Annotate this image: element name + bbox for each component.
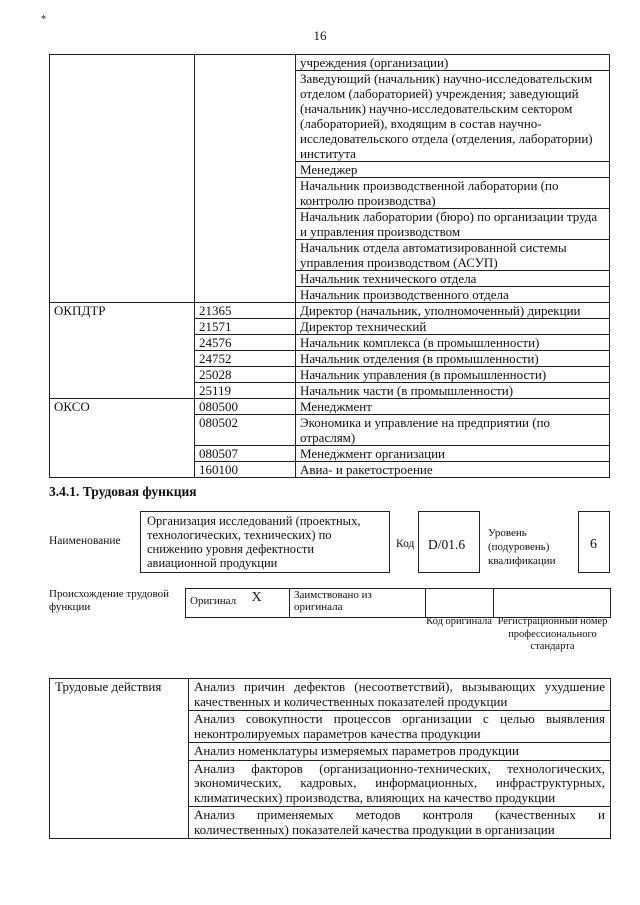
- original-code-cell: [426, 589, 494, 618]
- position-cell: Начальник производственной лаборатории (по контролю производства): [296, 178, 610, 209]
- corner-mark: *: [41, 14, 46, 25]
- okpdtr-code: 24752: [195, 351, 296, 367]
- okso-name: Экономика и управление на предприятии (по отраслям): [296, 415, 610, 446]
- original-label: Оригинал: [186, 589, 248, 618]
- position-cell: Менеджер: [296, 162, 610, 178]
- table-row: [50, 55, 610, 71]
- position-cell: Начальник технического отдела: [296, 271, 610, 287]
- labor-actions-table: [49, 678, 611, 839]
- okpdtr-name: Начальник управления (в промышленности): [296, 367, 610, 383]
- function-name-box: Организация исследований (проектных, технологических, технических) по снижению уровня дефектности авиационной продукции: [140, 511, 390, 573]
- table-row: [50, 303, 610, 319]
- okso-code: 080507: [195, 446, 296, 462]
- position-cell: Начальник лаборатории (бюро) по организации труда и управления производством: [296, 209, 610, 240]
- okpdtr-code: 25119: [195, 383, 296, 399]
- okso-name: Менеджмент: [296, 399, 610, 415]
- labor-action: Анализ факторов (организационно-технических, технологических, экономических, кадровых, информационных, инфраструктурных, климатических) производства, влияющих на качество продукции: [189, 760, 611, 807]
- page-number: 16: [313, 28, 327, 43]
- position-cell: учреждения (организации): [296, 55, 610, 71]
- position-cell: Начальник отдела автоматизированной системы управления производством (АСУП): [296, 240, 610, 271]
- labor-action: Анализ номенклатуры измеряемых параметров продукции: [189, 743, 611, 761]
- okpdtr-name: Директор (начальник, уполномоченный) дирекции: [296, 303, 610, 319]
- okpdtr-name: Начальник части (в промышленности): [296, 383, 610, 399]
- okpdtr-name: Директор технический: [296, 319, 610, 335]
- okpdtr-label: ОКПДТР: [50, 303, 195, 399]
- okso-label: ОКСО: [50, 399, 195, 478]
- section-heading: 3.4.1. Трудовая функция: [49, 484, 197, 499]
- borrowed-label: Заимствовано из оригинала: [290, 589, 426, 618]
- empty-classifier-cell: [50, 55, 195, 303]
- table-row: [50, 399, 610, 415]
- okso-name: Авиа- и ракетостроение: [296, 462, 610, 478]
- position-cell: Заведующий (начальник) научно-исследовательским отделом (лабораторией) учреждения; заведующий (начальник) научно-исследовательским сектором (лабораторией), входящим в состав научно-исследовательского отдела (отделения, лаборатории) института: [296, 71, 610, 162]
- position-cell: Начальник производственного отдела: [296, 287, 610, 303]
- okso-code: 160100: [195, 462, 296, 478]
- okso-code: 080500: [195, 399, 296, 415]
- code-caption: Код оригинала: [426, 616, 492, 627]
- original-mark: X: [248, 589, 290, 618]
- table-row: [50, 679, 611, 711]
- name-label: Наименование: [49, 535, 121, 547]
- level-value-box: 6: [578, 511, 610, 573]
- empty-code-cell: [195, 55, 296, 303]
- registration-number-cell: [494, 589, 611, 618]
- okpdtr-code: 24576: [195, 335, 296, 351]
- okpdtr-code: 25028: [195, 367, 296, 383]
- registration-caption: Регистрационный номер профессионального стандарта: [497, 616, 608, 652]
- labor-actions-label: Трудовые действия: [50, 679, 189, 839]
- okso-code: 080502: [195, 415, 296, 446]
- table-row: [186, 589, 611, 618]
- okpdtr-name: Начальник комплекса (в промышленности): [296, 335, 610, 351]
- okpdtr-code: 21365: [195, 303, 296, 319]
- occupation-table: [49, 54, 610, 478]
- function-code-box: D/01.6: [418, 511, 480, 573]
- okso-name: Менеджмент организации: [296, 446, 610, 462]
- origin-label: Происхождение трудовой функции: [49, 588, 170, 613]
- okpdtr-code: 21571: [195, 319, 296, 335]
- labor-action: Анализ совокупности процессов организации с целью выявления неконтролируемых параметров качества продукции: [189, 711, 611, 743]
- labor-action: Анализ причин дефектов (несоответствий), вызывающих ухудшение качественных и количественных показателей продукции: [189, 679, 611, 711]
- code-label: Код: [396, 538, 415, 550]
- okpdtr-name: Начальник отделения (в промышленности): [296, 351, 610, 367]
- level-label: Уровень (подуровень) квалификации: [488, 527, 556, 567]
- origin-table: [185, 588, 611, 618]
- labor-action: Анализ применяемых методов контроля (качественных и количественных) показателей качества продукции в организации: [189, 807, 611, 839]
